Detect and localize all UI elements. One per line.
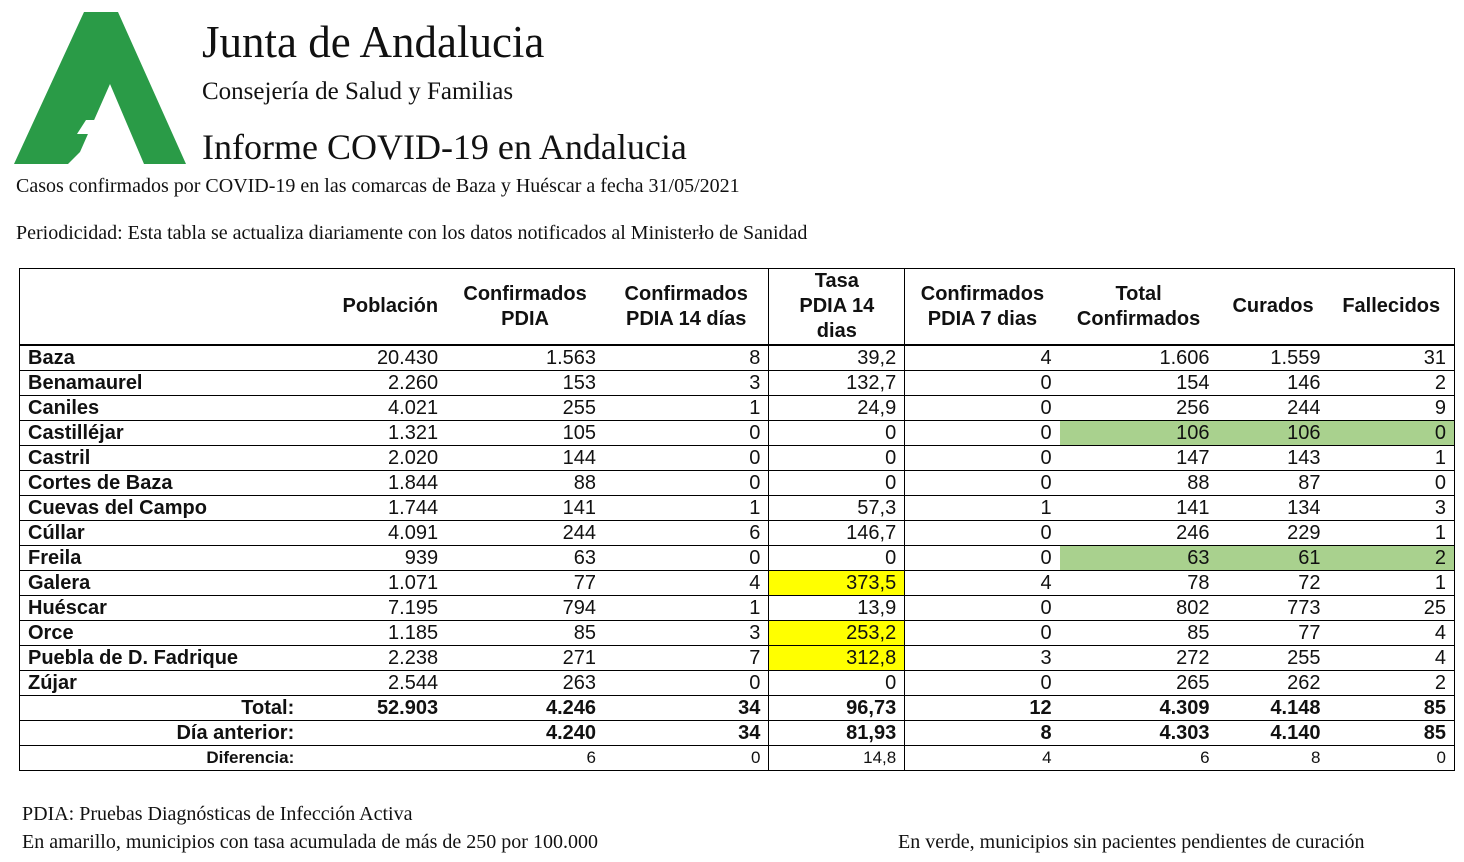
summary-total: 6 <box>1060 746 1218 771</box>
cell-pdia: 153 <box>446 371 604 396</box>
table-row <box>20 371 1455 396</box>
municipality-name: Baza <box>20 345 303 371</box>
cell-curados: 244 <box>1218 396 1329 421</box>
cell-pdia14: 1 <box>604 596 769 621</box>
cell-curados: 1.559 <box>1218 345 1329 371</box>
cell-pob: 2.260 <box>302 371 446 396</box>
municipality-name: Orce <box>20 621 303 646</box>
cell-pob: 1.071 <box>302 571 446 596</box>
cell-pdia7: 4 <box>905 345 1060 371</box>
cell-tasa: 13,9 <box>769 596 905 621</box>
municipality-name: Castilléjar <box>20 421 303 446</box>
cell-fallecidos: 2 <box>1328 671 1454 696</box>
cell-pdia: 263 <box>446 671 604 696</box>
cell-total: 141 <box>1060 496 1218 521</box>
table-row <box>20 546 1455 571</box>
cell-pdia: 794 <box>446 596 604 621</box>
total-row <box>20 696 1455 721</box>
cell-pdia: 105 <box>446 421 604 446</box>
cell-pdia7: 0 <box>905 471 1060 496</box>
table-row <box>20 446 1455 471</box>
municipality-name: Freila <box>20 546 303 571</box>
summary-curados: 4.140 <box>1218 721 1329 746</box>
table-caption: Casos confirmados por COVID-19 en las comarcas de Baza y Huéscar a fecha 31/05/2021 <box>16 175 740 197</box>
table-row <box>20 646 1455 671</box>
cell-curados: 72 <box>1218 571 1329 596</box>
municipality-name: Puebla de D. Fadrique <box>20 646 303 671</box>
cell-curados: 229 <box>1218 521 1329 546</box>
cell-fallecidos: 0 <box>1328 471 1454 496</box>
cell-pdia7: 0 <box>905 521 1060 546</box>
table-row <box>20 345 1455 371</box>
cell-pdia: 85 <box>446 621 604 646</box>
cell-pdia14: 7 <box>604 646 769 671</box>
cell-pdia14: 0 <box>604 546 769 571</box>
cell-total: 154 <box>1060 371 1218 396</box>
cell-pdia7: 3 <box>905 646 1060 671</box>
cell-pob: 2.238 <box>302 646 446 671</box>
cell-fallecidos: 9 <box>1328 396 1454 421</box>
cell-tasa: 146,7 <box>769 521 905 546</box>
pdia-definition: PDIA: Pruebas Diagnósticas de Infección Activa <box>22 803 413 825</box>
table-row <box>20 596 1455 621</box>
cell-pdia: 141 <box>446 496 604 521</box>
summary-pdia7: 12 <box>905 696 1060 721</box>
cell-tasa: 253,2 <box>769 621 905 646</box>
cell-pdia14: 4 <box>604 571 769 596</box>
cell-pdia14: 0 <box>604 421 769 446</box>
summary-pdia14: 34 <box>604 721 769 746</box>
cell-curados: 87 <box>1218 471 1329 496</box>
header-tasa-pdia-14: Tasa PDIA 14 dias <box>769 269 905 346</box>
cell-pdia: 1.563 <box>446 345 604 371</box>
table-row <box>20 571 1455 596</box>
covid-cases-table <box>19 268 1455 771</box>
report-title: Informe COVID-19 en Andalucia <box>202 127 687 167</box>
cell-pdia7: 0 <box>905 396 1060 421</box>
cell-curados: 134 <box>1218 496 1329 521</box>
table-row <box>20 421 1455 446</box>
cell-total: 85 <box>1060 621 1218 646</box>
municipality-name: Huéscar <box>20 596 303 621</box>
summary-pob <box>302 721 446 746</box>
cell-tasa: 57,3 <box>769 496 905 521</box>
header-confirmados-pdia-14: Confirmados PDIA 14 días <box>604 269 769 346</box>
cell-pdia14: 6 <box>604 521 769 546</box>
cell-fallecidos: 4 <box>1328 646 1454 671</box>
table-body <box>20 345 1455 771</box>
cell-fallecidos: 2 <box>1328 546 1454 571</box>
table-header-row <box>20 269 1455 346</box>
cell-tasa: 0 <box>769 446 905 471</box>
cell-tasa: 373,5 <box>769 571 905 596</box>
cell-tasa: 0 <box>769 471 905 496</box>
cell-fallecidos: 1 <box>1328 446 1454 471</box>
cell-fallecidos: 25 <box>1328 596 1454 621</box>
cell-pdia7: 0 <box>905 546 1060 571</box>
cell-pob: 4.021 <box>302 396 446 421</box>
junta-andalucia-logo <box>14 12 186 164</box>
summary-pdia7: 4 <box>905 746 1060 771</box>
cell-pdia7: 1 <box>905 496 1060 521</box>
summary-tasa: 14,8 <box>769 746 905 771</box>
cell-tasa: 312,8 <box>769 646 905 671</box>
summary-label: Total: <box>20 696 303 721</box>
cell-tasa: 24,9 <box>769 396 905 421</box>
cell-pdia14: 8 <box>604 345 769 371</box>
municipality-name: Cuevas del Campo <box>20 496 303 521</box>
header-confirmados-pdia-7: Confirmados PDIA 7 dias <box>905 269 1060 346</box>
cell-pob: 1.321 <box>302 421 446 446</box>
summary-pdia: 4.246 <box>446 696 604 721</box>
summary-tasa: 81,93 <box>769 721 905 746</box>
cell-total: 256 <box>1060 396 1218 421</box>
cell-tasa: 0 <box>769 421 905 446</box>
cell-pdia14: 0 <box>604 671 769 696</box>
cell-total: 63 <box>1060 546 1218 571</box>
cell-pob: 2.020 <box>302 446 446 471</box>
cell-fallecidos: 0 <box>1328 421 1454 446</box>
header-curados: Curados <box>1218 269 1329 346</box>
cell-curados: 262 <box>1218 671 1329 696</box>
summary-pob: 52.903 <box>302 696 446 721</box>
cell-total: 272 <box>1060 646 1218 671</box>
table-row <box>20 521 1455 546</box>
table-row <box>20 671 1455 696</box>
summary-total: 4.303 <box>1060 721 1218 746</box>
cell-pdia: 77 <box>446 571 604 596</box>
cell-pob: 939 <box>302 546 446 571</box>
cell-pob: 20.430 <box>302 345 446 371</box>
cell-pob: 1.744 <box>302 496 446 521</box>
previous-day-row <box>20 721 1455 746</box>
cell-tasa: 0 <box>769 546 905 571</box>
summary-curados: 8 <box>1218 746 1329 771</box>
table-row <box>20 496 1455 521</box>
cell-fallecidos: 1 <box>1328 521 1454 546</box>
cell-pdia7: 4 <box>905 571 1060 596</box>
cell-fallecidos: 3 <box>1328 496 1454 521</box>
cell-pob: 1.185 <box>302 621 446 646</box>
cell-pdia: 271 <box>446 646 604 671</box>
summary-label: Día anterior: <box>20 721 303 746</box>
cell-pdia14: 0 <box>604 446 769 471</box>
summary-fallecidos: 85 <box>1328 696 1454 721</box>
summary-fallecidos: 85 <box>1328 721 1454 746</box>
cell-total: 88 <box>1060 471 1218 496</box>
cell-total: 246 <box>1060 521 1218 546</box>
municipality-name: Zújar <box>20 671 303 696</box>
cell-pob: 1.844 <box>302 471 446 496</box>
summary-pdia14: 34 <box>604 696 769 721</box>
periodicity-note: Periodicidad: Esta tabla se actualiza diariamente con los datos notificados al Ministerło de Sanidad <box>16 222 808 244</box>
cell-total: 78 <box>1060 571 1218 596</box>
difference-row <box>20 746 1455 771</box>
cell-pdia7: 0 <box>905 621 1060 646</box>
municipality-name: Castril <box>20 446 303 471</box>
summary-pob <box>302 746 446 771</box>
cell-pdia: 63 <box>446 546 604 571</box>
table-row <box>20 621 1455 646</box>
summary-label: Diferencia: <box>20 746 303 771</box>
cell-curados: 143 <box>1218 446 1329 471</box>
page-title: Junta de Andalucia <box>202 17 545 67</box>
cell-pdia14: 1 <box>604 496 769 521</box>
cell-pdia7: 0 <box>905 671 1060 696</box>
header-poblacion: Población <box>302 269 446 346</box>
cell-pdia: 88 <box>446 471 604 496</box>
header-confirmados-pdia: Confirmados PDIA <box>446 269 604 346</box>
cell-pdia: 255 <box>446 396 604 421</box>
cell-pdia14: 3 <box>604 371 769 396</box>
cell-pdia7: 0 <box>905 446 1060 471</box>
cell-total: 147 <box>1060 446 1218 471</box>
cell-pdia14: 3 <box>604 621 769 646</box>
cell-total: 1.606 <box>1060 345 1218 371</box>
cell-pob: 7.195 <box>302 596 446 621</box>
cell-fallecidos: 31 <box>1328 345 1454 371</box>
cell-curados: 146 <box>1218 371 1329 396</box>
cell-pdia7: 0 <box>905 371 1060 396</box>
cell-tasa: 0 <box>769 671 905 696</box>
header-total-confirmados: Total Confirmados <box>1060 269 1218 346</box>
cell-pdia14: 1 <box>604 396 769 421</box>
summary-pdia: 6 <box>446 746 604 771</box>
cell-fallecidos: 4 <box>1328 621 1454 646</box>
summary-pdia: 4.240 <box>446 721 604 746</box>
cell-pdia14: 0 <box>604 471 769 496</box>
cell-pdia: 144 <box>446 446 604 471</box>
header-municipality <box>20 269 303 346</box>
table-row <box>20 396 1455 421</box>
cell-fallecidos: 1 <box>1328 571 1454 596</box>
cell-curados: 77 <box>1218 621 1329 646</box>
table-row <box>20 471 1455 496</box>
cell-total: 106 <box>1060 421 1218 446</box>
summary-curados: 4.148 <box>1218 696 1329 721</box>
green-legend-note: En verde, municipios sin pacientes pendientes de curación <box>898 831 1365 853</box>
summary-pdia7: 8 <box>905 721 1060 746</box>
cell-curados: 255 <box>1218 646 1329 671</box>
summary-pdia14: 0 <box>604 746 769 771</box>
cell-tasa: 39,2 <box>769 345 905 371</box>
summary-fallecidos: 0 <box>1328 746 1454 771</box>
header-fallecidos: Fallecidos <box>1328 269 1454 346</box>
municipality-name: Benamaurel <box>20 371 303 396</box>
municipality-name: Cúllar <box>20 521 303 546</box>
cell-fallecidos: 2 <box>1328 371 1454 396</box>
department-name: Consejería de Salud y Familias <box>202 78 514 105</box>
summary-tasa: 96,73 <box>769 696 905 721</box>
cell-pdia7: 0 <box>905 421 1060 446</box>
cell-curados: 773 <box>1218 596 1329 621</box>
cell-curados: 106 <box>1218 421 1329 446</box>
cell-pdia: 244 <box>446 521 604 546</box>
cell-pob: 4.091 <box>302 521 446 546</box>
cell-total: 265 <box>1060 671 1218 696</box>
summary-total: 4.309 <box>1060 696 1218 721</box>
cell-curados: 61 <box>1218 546 1329 571</box>
municipality-name: Galera <box>20 571 303 596</box>
municipality-name: Cortes de Baza <box>20 471 303 496</box>
cell-pob: 2.544 <box>302 671 446 696</box>
yellow-legend-note: En amarillo, municipios con tasa acumulada de más de 250 por 100.000 <box>22 831 598 853</box>
municipality-name: Caniles <box>20 396 303 421</box>
cell-total: 802 <box>1060 596 1218 621</box>
cell-pdia7: 0 <box>905 596 1060 621</box>
cell-tasa: 132,7 <box>769 371 905 396</box>
